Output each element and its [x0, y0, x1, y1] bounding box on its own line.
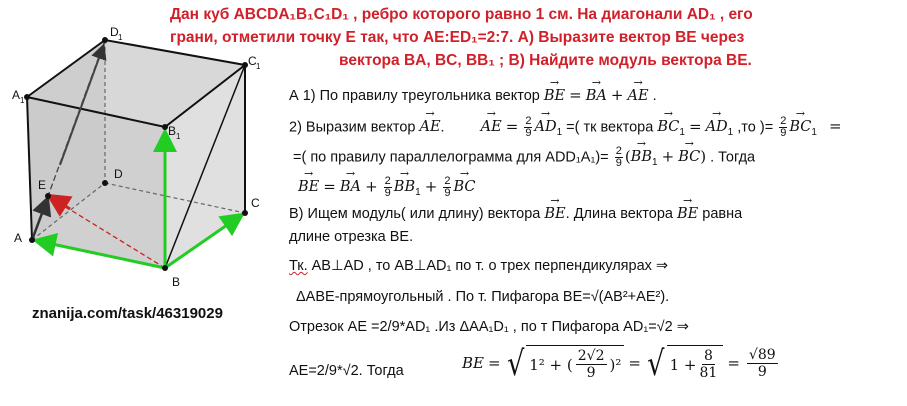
plus: + [424, 177, 438, 196]
solution-line-6: длине отрезка ВЕ. [289, 229, 414, 245]
label-b1: B [168, 124, 177, 138]
vec-ba: → BA [586, 88, 607, 104]
solution-line-5 [289, 206, 742, 222]
l5-end: равна [702, 206, 743, 222]
vec-bc: → BC [678, 149, 700, 165]
fraction-2-9: $\frac{2}{9}$ [615, 145, 622, 169]
solution-line-1 [289, 86, 657, 104]
eq: = [727, 354, 740, 372]
vertex-d [102, 180, 108, 186]
vec-ae: → AE [481, 119, 502, 135]
label-a1: A [12, 88, 21, 102]
eq: = [505, 117, 519, 136]
vec-be: → BE [298, 179, 319, 195]
vec-bb1: → BB [394, 179, 415, 195]
vec-bb1: → BB [631, 149, 652, 165]
be-label: BE [462, 354, 484, 372]
l5-text: В) Ищем модуль( или длину) вектора [289, 206, 541, 222]
watermark-link[interactable]: znanija.com/task/46319029 [32, 305, 223, 322]
point-e [45, 193, 51, 199]
fraction-2-9: $\frac{2}{9}$ [444, 175, 451, 199]
label-c1-sub: 1 [256, 62, 261, 71]
l1-prefix: А 1) По правилу треугольника вектор [289, 88, 540, 104]
dot: . [652, 88, 657, 104]
l5-rest: . Длина вектора [565, 206, 673, 222]
label-a: A [14, 231, 23, 245]
vec-ad1: → AD [534, 119, 556, 135]
solution-line-2: 2) Выразим вектор → AE. → AE = $\frac{2}{9}$ → $AD_1$ =( тк вектора → $BC_1$ = → $AD_1$ ,то )= $\frac{2}{9}$ → $BC_1$ = [289, 116, 842, 139]
sqrt-expression-1: √ 1² + ( 2√2 9 )² [505, 345, 625, 381]
eq: = [628, 354, 641, 372]
final-formula [462, 344, 781, 384]
vec-be: → BE [544, 88, 565, 104]
vertex-a [29, 237, 35, 243]
solution-line-4: → BE = → BA + $\frac{2}{9}$ → $BB_1$ + $\frac{2}{9}$ → BC [298, 176, 475, 199]
eq: = [487, 354, 501, 372]
l2-mid: =( тк вектора [566, 119, 654, 136]
solution-line-10: AE=2/9*√2. Тогда [289, 363, 404, 379]
eq: = [828, 117, 842, 136]
fraction-2-9: $\frac{2}{9}$ [384, 175, 391, 199]
vertex-a1 [24, 94, 30, 100]
solution-line-8: ΔABE-прямоугольный . По т. Пифагора BE=√(AB²+AE²). [296, 289, 670, 305]
l3-then: . Тогда [710, 149, 756, 166]
vec-ae: → AE [419, 119, 440, 135]
l7-tk: Тк. [289, 258, 308, 274]
vec-ba: → BA [340, 179, 361, 195]
eq: = [569, 86, 582, 104]
plus: + [610, 86, 624, 104]
problem-title-line2: грани, отметили точку Е так, что AE:ED₁=2:7. А) Выразите вектор BE через [170, 29, 745, 46]
l3-text: =( по правилу параллелограмма для ADD₁A₁)= [293, 149, 609, 166]
label-c1: C [248, 54, 257, 68]
label-a1-sub: 1 [20, 96, 25, 105]
vertex-c [242, 210, 248, 216]
label-d1: D [110, 25, 119, 39]
l2-then: ,то )= [737, 119, 774, 136]
fraction-2-9: $\frac{2}{9}$ [525, 115, 532, 139]
vec-bc1: → BC [789, 119, 811, 135]
vec-ad1: → AD [706, 119, 728, 135]
plus: + [365, 177, 378, 196]
vertex-d1 [102, 37, 108, 43]
vec-ae: → AE [628, 88, 649, 104]
vec-be: → BE [677, 206, 698, 222]
l7-rest: AB⊥AD , то AB⊥AD₁ по т. о трех перпендикулярах ⇒ [307, 258, 669, 274]
l2-prefix: 2) Выразим вектор [289, 119, 416, 136]
vertex-b [162, 265, 168, 271]
label-e: E [38, 178, 47, 192]
eq: = [688, 117, 702, 136]
problem-title-line1: Дан куб ABCDA₁B₁C₁D₁ , ребро которого равно 1 см. На диагонали AD₁ , его [170, 6, 753, 23]
vec-be: → BE [544, 206, 565, 222]
vec-bc1: → BC [657, 119, 679, 135]
problem-title-line3: вектора BA, BC, BB₁ ; B) Найдите модуль вектора BE. [339, 52, 752, 69]
fraction-2-9: $\frac{2}{9}$ [780, 115, 787, 139]
plus: + [661, 147, 675, 166]
label-d: D [114, 167, 123, 181]
eq: = [323, 177, 336, 196]
label-d1-sub: 1 [118, 33, 123, 42]
result-fraction: $\frac{√89}{9}$ [748, 346, 776, 380]
vec-bc: → BC [453, 179, 475, 195]
solution-line-7 [289, 258, 668, 274]
solution-line-9: Отрезок AE =2/9*AD₁ .Из ΔAA₁D₁ , по т Пифагора AD₁=√2 ⇒ [289, 319, 689, 335]
solution-line-3: =( по правилу параллелограмма для ADD₁A₁)= $\frac{2}{9}$ (→ $BB_1$ + → BC) . Тогда [293, 146, 755, 169]
label-b: B [172, 275, 181, 289]
sqrt-expression-2: √ 1 + $\frac{8}{81}$ [645, 345, 723, 381]
label-c: C [251, 196, 260, 210]
label-b1-sub: 1 [176, 132, 181, 141]
